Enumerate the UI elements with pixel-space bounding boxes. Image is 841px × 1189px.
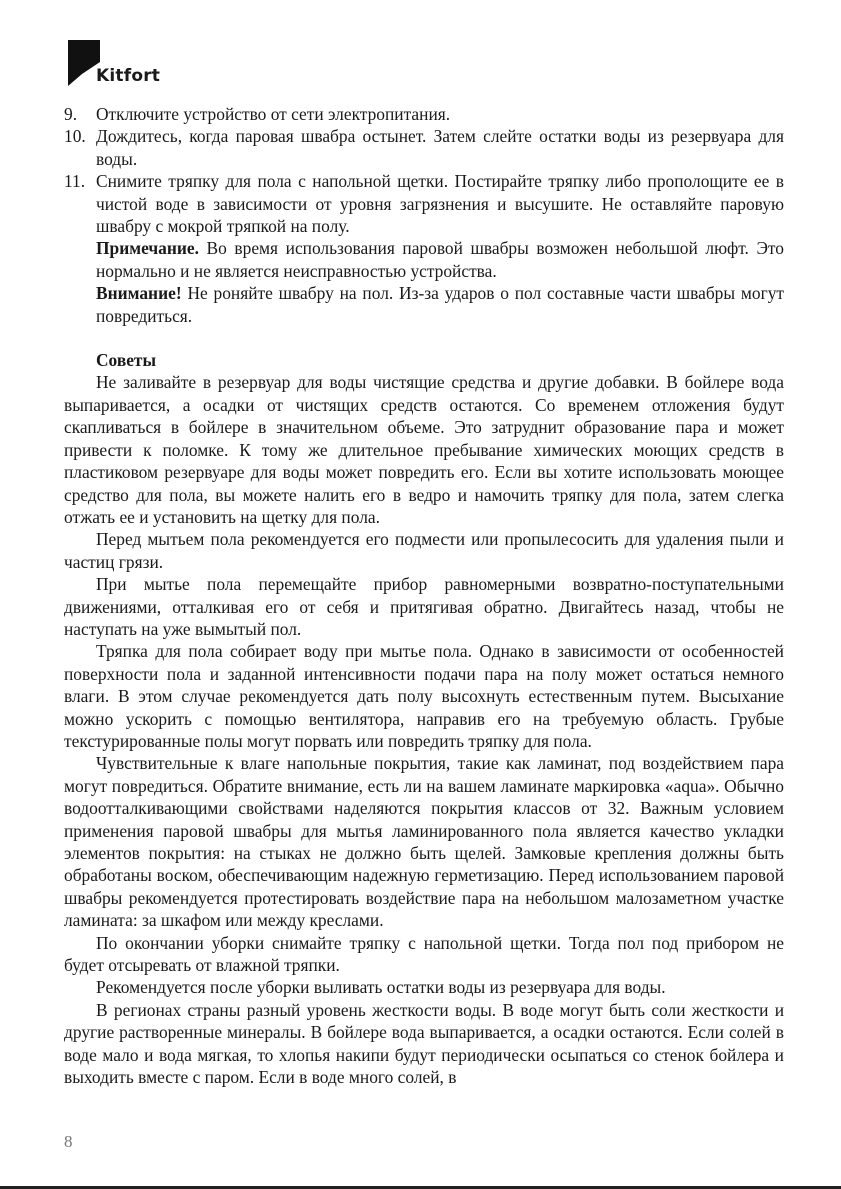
note-label: Примечание. xyxy=(96,238,199,259)
brand-name: Kitfort xyxy=(96,66,161,86)
page-number: 8 xyxy=(64,1132,73,1151)
note-paragraph xyxy=(96,237,784,282)
step-number: 11. xyxy=(64,171,86,192)
instruction-steps xyxy=(64,103,784,327)
tips-paragraph: В регионах страны разный уровень жесткости воды. В воде могут быть соли жесткости и другие растворенные минералы. В бойлере вода выпаривается, а осадки остаются. Если солей в воде мало и вода мягкая, то хлопья накипи будут периодически осыпаться со стенок бойлера и выходить вместе с паром. Если в воде много солей, в xyxy=(64,999,784,1088)
tips-paragraph: Тряпка для пола собирает воду при мытье пола. Однако в зависимости от особенностей поверхности пола и заданной интенсивности подачи пара на полу может остаться немного влаги. В этом случае рекомендуется дать полу высохнуть естественным путем. Высыхание можно ускорить с помощью вентилятора, направив его на требуемую область. Грубые текстурированные полы могут порвать или повредить тряпку для пола. xyxy=(64,641,784,751)
step-number: 9. xyxy=(64,104,78,124)
warning-text: Не роняйте швабру на пол. Из-за ударов о пол составные части швабры могут повредиться. xyxy=(96,283,784,326)
note-text: Во время использования паровой швабры возможен небольшой люфт. Это нормально и не является неисправностью устройства. xyxy=(96,238,784,281)
tips-paragraph: Чувствительные к влаге напольные покрытия, такие как ламинат, под воздействием пара могут повредиться. Обратите внимание, есть ли на вашем ламинате маркировка «aqua». Обычно водоотталкивающими свойствами наделяются покрытия классов от 32. Важным условием применения паровой швабры для мытья ламинированного пола является качество укладки элементов покрытия: на стыках не должно быть щелей. Замковые крепления должны быть обработаны воском, обеспечивающим надежную герметизацию. Перед использованием паровой швабры рекомендуется протестировать воздействие пара на небольшом малозаметном участке ламината: за шкафом или между креслами. xyxy=(64,753,784,931)
step-text: Снимите тряпку для пола с напольной щетки. Постирайте тряпку либо прополощите ее в чистой воде в зависимости от уровня загрязнения и высушите. Не оставляйте паровую швабру с мокрой тряпкой на полу. xyxy=(96,171,784,237)
kitfort-logo-icon xyxy=(66,40,100,88)
tips-paragraph: По окончании уборки снимайте тряпку с напольной щетки. Тогда пол под прибором не будет отсыревать от влажной тряпки. xyxy=(64,932,784,976)
tips-heading: Советы xyxy=(96,350,157,371)
step-text: Дождитесь, когда паровая швабра остынет. Затем слейте остатки воды из резервуара для воды. xyxy=(96,126,784,169)
warning-label: Внимание! xyxy=(96,283,182,304)
step-item xyxy=(64,170,784,327)
tips-paragraph: Не заливайте в резервуар для воды чистящие средства и другие добавки. В бойлере вода выпаривается, а осадки от чистящих средств остаются. Со временем отложения будут скапливаться в бойлере в значительном объеме. Это затруднит образование пара и может привести к поломке. К тому же длительное пребывание химических моющих средств в пластиковом резервуаре для воды может повредить его. Если вы хотите использовать моющее средство для пола, вы можете налить его в ведро и намочить тряпку для пола, затем слегка отжать ее и установить на щетку для пола. xyxy=(64,372,784,527)
step-text: Отключите устройство от сети электропитания. xyxy=(96,104,451,124)
warning-paragraph xyxy=(96,282,784,327)
tips-paragraph: Перед мытьем пола рекомендуется его подмести или пропылесосить для удаления пыли и частиц грязи. xyxy=(64,529,784,572)
page-content xyxy=(64,103,784,1088)
step-item xyxy=(64,103,784,125)
kitfort-logo xyxy=(66,40,186,90)
step-item xyxy=(64,125,784,170)
tips-paragraph: При мытье пола перемещайте прибор равномерными возвратно-поступательными движениями, отталкивая его от себя и притягивая обратно. Двигайтесь назад, чтобы не наступать на уже вымытый пол. xyxy=(64,574,784,639)
tips-paragraph: Рекомендуется после уборки выливать остатки воды из резервуара для воды. xyxy=(96,977,666,998)
step-number: 10. xyxy=(64,126,86,147)
